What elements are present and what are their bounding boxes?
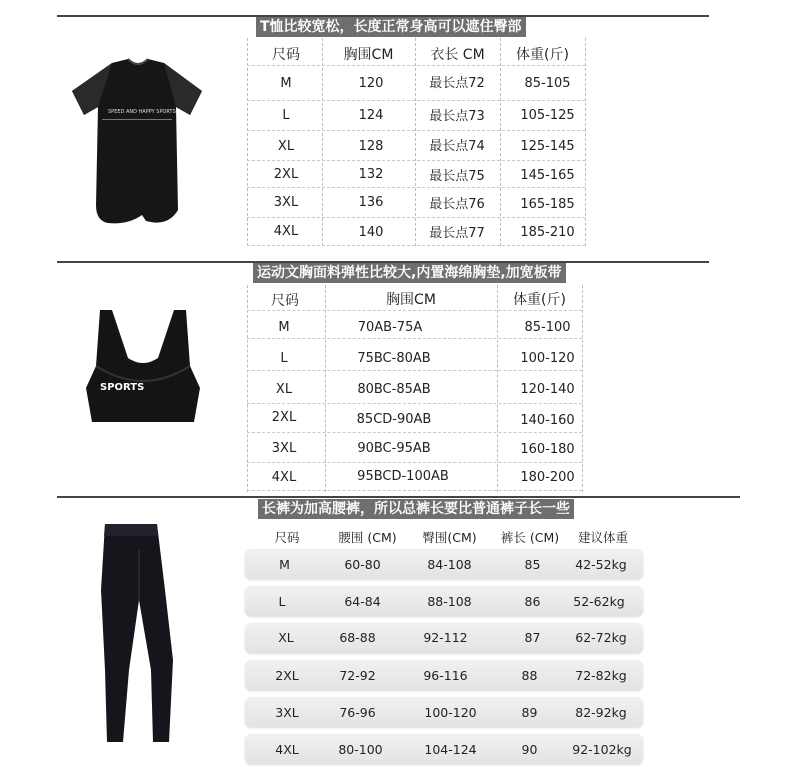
tshirt-cell: 125-145 [520,139,575,154]
bra-cell: 160-180 [520,442,575,457]
tshirt-cell: L [282,108,290,123]
bra-header-size: 尺码 [271,293,299,309]
pants-cell: 42-52kg [575,557,627,572]
pants-header-weight: 建议体重 [577,530,628,545]
bra-banner: 运动文胸面料弹性比较大,内置海绵胸垫,加宽板带 [253,263,566,283]
tshirt-header-chest: 胸围CM [343,47,394,63]
pants-cell: 100-120 [424,705,477,720]
bra-cell: 90BC-95AB [357,441,431,456]
tshirt-cell: 2XL [273,167,299,182]
bra-cell: 140-160 [520,413,575,428]
tshirt-cell: 105-125 [520,108,575,123]
tshirt-cell: 145-165 [520,168,575,183]
bra-cell: M [278,320,290,335]
tshirt-cell: 最长点76 [429,197,485,212]
tshirt-cell: 85-105 [524,76,571,91]
pants-cell: 80-100 [338,742,383,757]
pants-cell: 64-84 [344,594,381,609]
tshirt-cell: 124 [358,108,384,123]
tshirt-cell: M [280,76,292,91]
pants-cell: 76-96 [339,705,376,720]
bra-cell: 80BC-85AB [357,382,431,397]
leggings-image [95,520,193,745]
pants-header-waist: 腰围 (CM) [338,530,397,545]
pants-cell: 86 [524,594,541,609]
pants-header-length: 裤长 (CM) [500,530,560,545]
pants-cell: L [278,594,286,609]
pants-banner: 长裤为加高腰裤，所以总裤长要比普通裤子长一些 [258,499,574,519]
tshirt-header-weight: 体重(斤) [516,47,569,63]
bra-cell: 95BCD-100AB [357,469,449,484]
pants-cell: 52-62kg [573,594,625,609]
pants-cell: 88 [521,668,538,683]
tshirt-cell: 最长点74 [429,139,485,154]
bra-cell: 120-140 [520,382,575,397]
pants-cell: 88-108 [427,594,472,609]
pants-cell: 2XL [275,668,299,683]
pants-cell: 87 [524,630,541,645]
bra-cell: 85-100 [524,320,571,335]
tshirt-cell: 132 [358,167,384,182]
tshirt-cell: 最长点77 [429,226,485,241]
tshirt-cell: 4XL [273,224,299,239]
pants-cell: 3XL [275,705,299,720]
bra-cell: 3XL [271,441,297,456]
tshirt-cell: 185-210 [520,225,575,240]
bra-cell: 85CD-90AB [356,412,432,427]
bra-cell: 100-120 [520,351,575,366]
bra-logo-text: SPORTS [100,382,145,393]
bra-cell: 75BC-80AB [357,351,431,366]
bra-cell: XL [275,382,293,397]
tshirt-cell: 128 [358,139,384,154]
bra-header-weight: 体重(斤) [513,292,566,308]
tshirt-cell: XL [277,139,295,154]
pants-header-hip: 臀围(CM) [422,530,477,545]
bra-header-chest: 胸围CM [386,292,436,308]
bra-cell: 2XL [271,410,297,425]
pants-cell: 89 [521,705,538,720]
pants-cell: 84-108 [427,557,472,572]
tshirt-header-length: 衣长 CM [430,47,485,63]
bra-cell: L [280,351,288,366]
pants-cell: XL [278,630,294,645]
pants-cell: 62-72kg [575,630,627,645]
tshirt-cell: 3XL [273,195,299,210]
tshirt-cell: 136 [358,195,384,210]
bra-cell: 70AB-75A [357,320,423,335]
bra-cell: 180-200 [520,470,575,485]
tshirt-cell: 165-185 [520,197,575,212]
pants-cell: 90 [521,742,538,757]
pants-cell: 72-82kg [575,668,627,683]
pants-cell: M [279,557,290,572]
pants-cell: 92-102kg [572,742,632,757]
pants-cell: 96-116 [423,668,468,683]
tshirt-cell: 最长点75 [429,169,485,184]
sports-bra-image [82,306,204,426]
pants-cell: 72-92 [339,668,376,683]
pants-cell: 92-112 [423,630,468,645]
pants-cell: 68-88 [339,630,376,645]
tshirt-header-size: 尺码 [272,47,300,63]
pants-cell: 82-92kg [575,705,627,720]
tshirt-print-text: SPEED AND HAPPY SPORTS [108,109,176,115]
tshirt-cell: 140 [358,225,384,240]
pants-cell: 104-124 [424,742,477,757]
tshirt-cell: 120 [358,76,384,91]
tshirt-cell: 最长点73 [429,109,485,124]
pants-cell: 4XL [275,742,299,757]
divider-bottom [57,496,740,498]
bra-cell: 4XL [271,470,297,485]
pants-cell: 85 [524,557,541,572]
tshirt-cell: 最长点72 [429,76,485,91]
pants-header-size: 尺码 [274,530,300,545]
pants-cell: 60-80 [344,557,381,572]
tshirt-banner: T恤比较宽松，长度正常身高可以遮住臀部 [256,17,526,37]
tshirt-image [68,55,208,230]
